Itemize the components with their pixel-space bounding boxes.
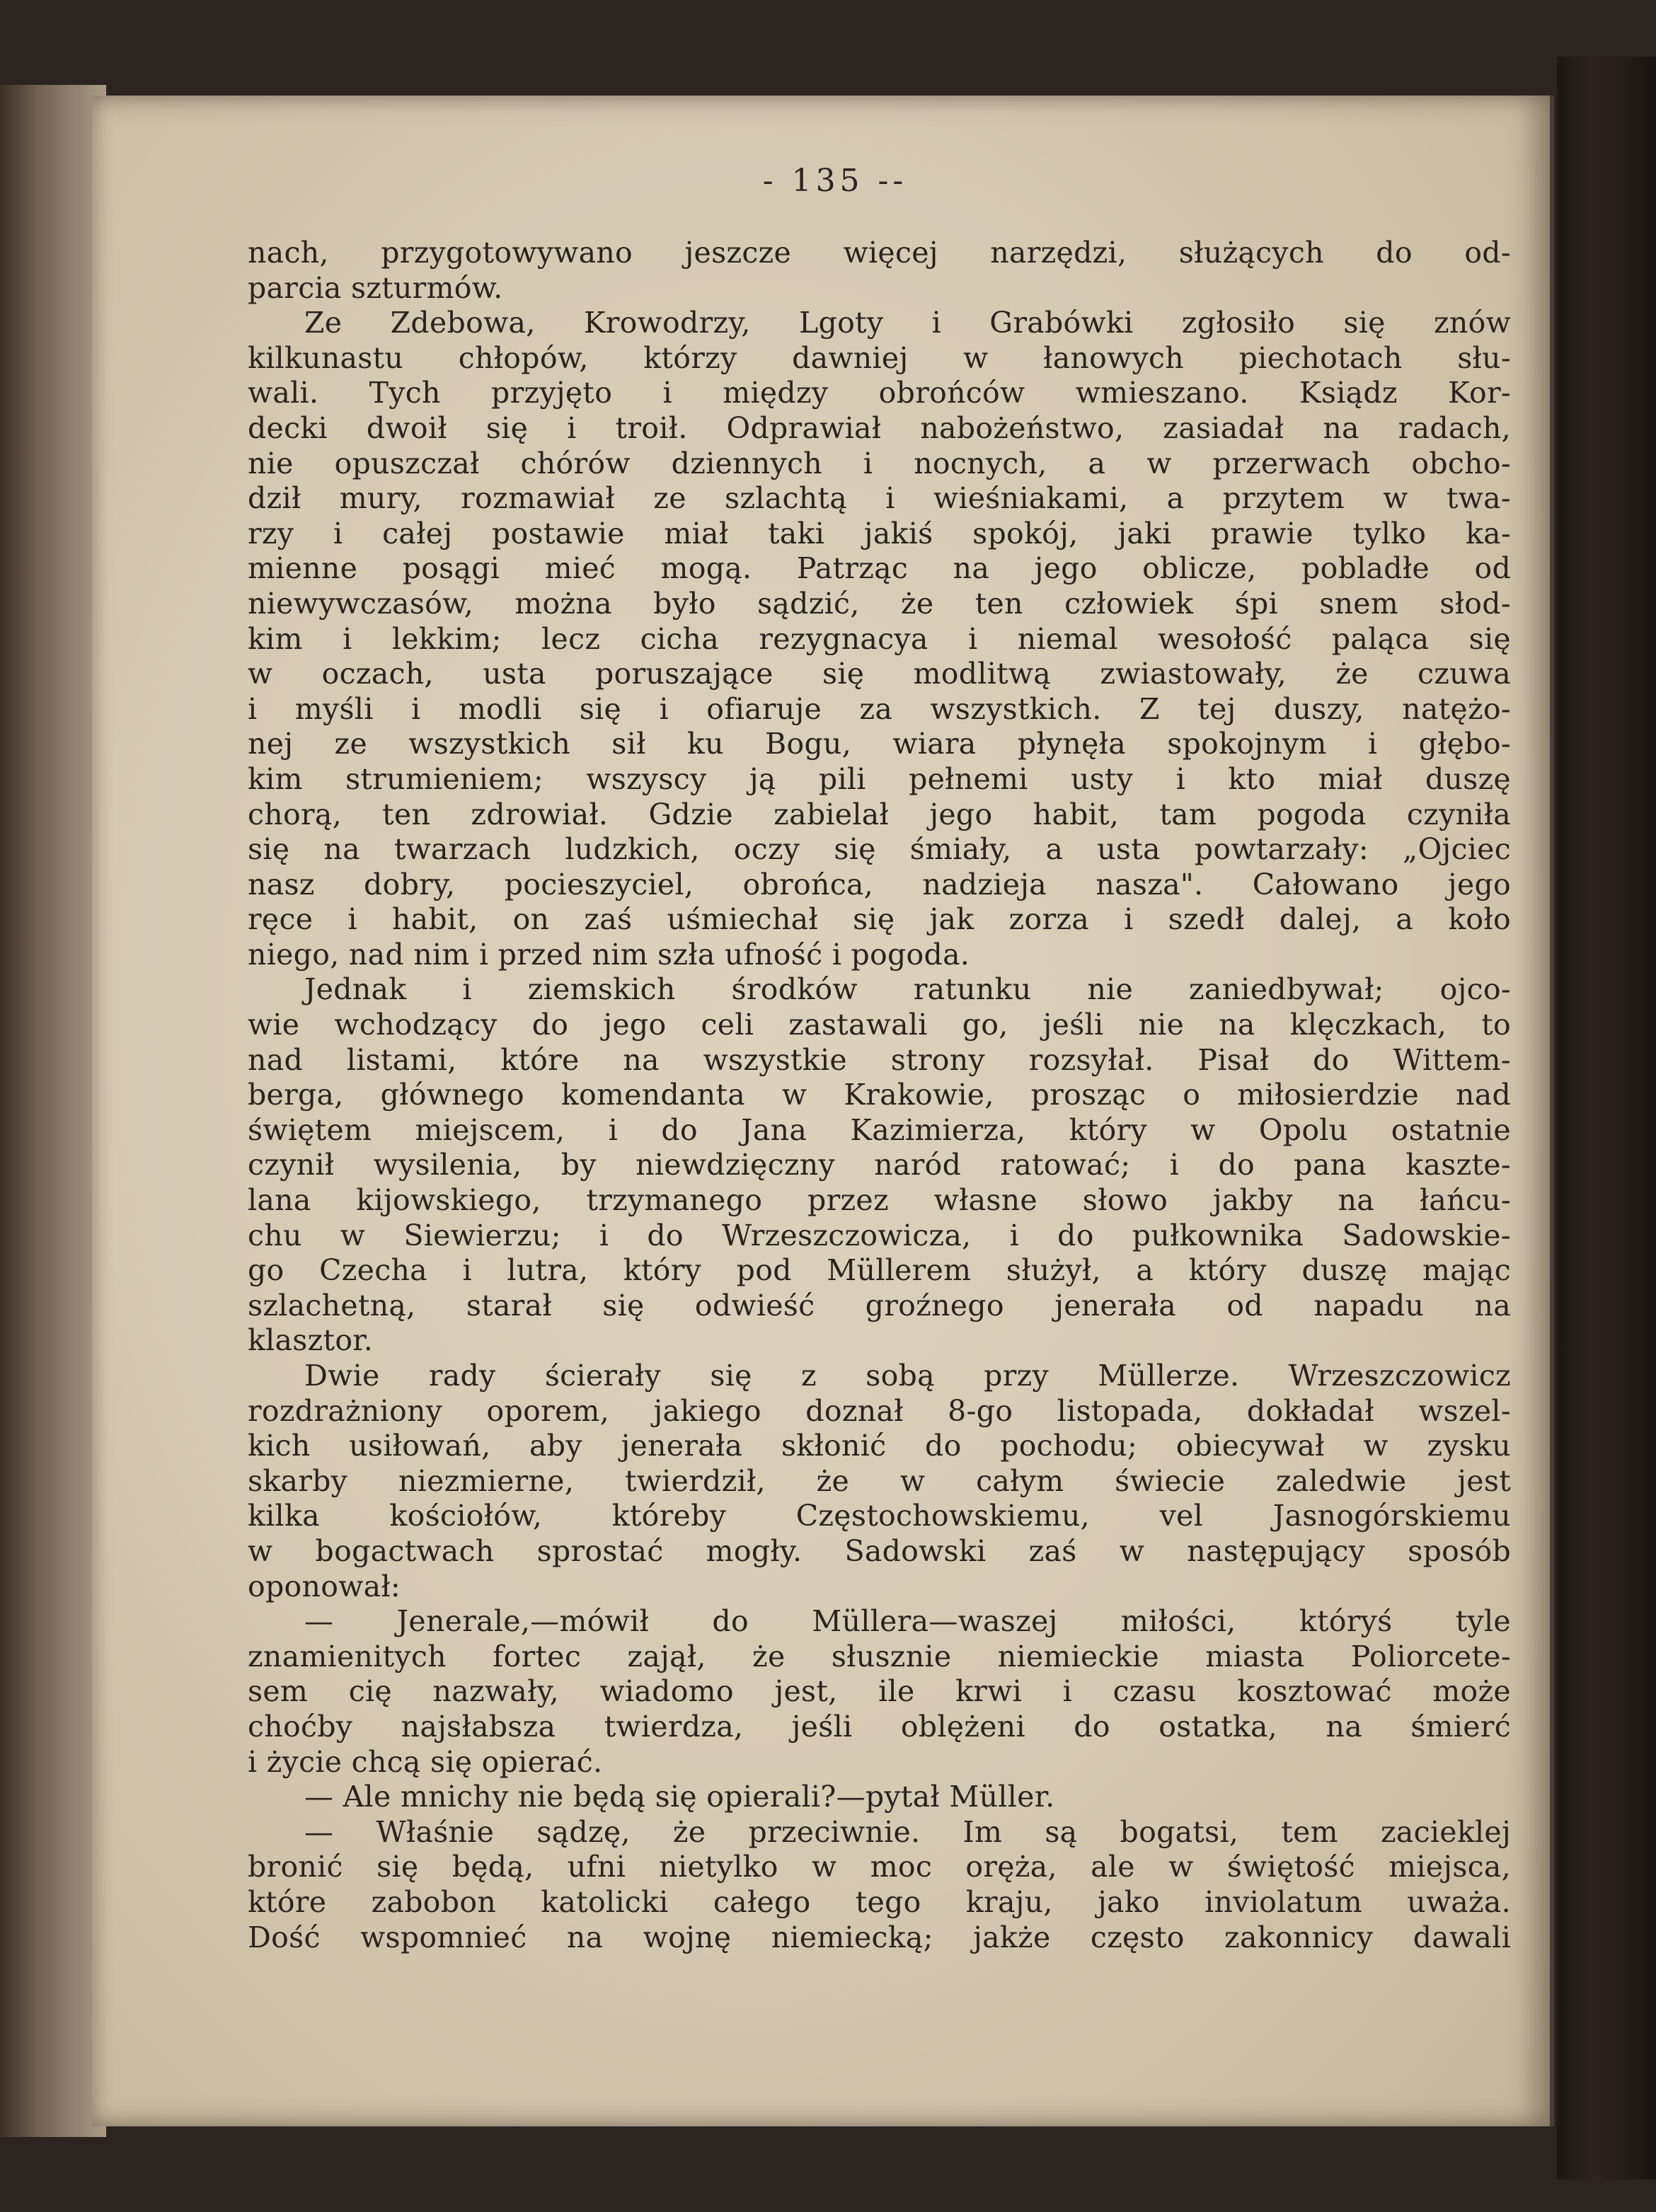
text-line: Dwie rady ścierały się z sobą przy Müllerze. Wrzeszczowicz bbox=[304, 1359, 1511, 1393]
text-line: świętem miejscem, i do Jana Kazimierza, który w Opolu ostatnie bbox=[248, 1112, 1511, 1147]
text-line: kilka kościołów, któreby Częstochowskiemu, vel Jasnogórskiemu bbox=[248, 1499, 1511, 1533]
text-line: Ze Zdebowa, Krowodrzy, Lgoty i Grabówki zgłosiło się znów bbox=[304, 306, 1511, 340]
text-line: lana kijowskiego, trzymanego przez własne słowo jakby na łańcu- bbox=[248, 1183, 1511, 1218]
text-line: się na twarzach ludzkich, oczy się śmiały, a usta powtarzały: „Ojciec bbox=[248, 832, 1511, 867]
text-line: wie wchodzący do jego celi zastawali go, jeśli nie na klęczkach, to bbox=[248, 1008, 1511, 1042]
text-line: niewywczasów, można było sądzić, że ten człowiek śpi snem słod- bbox=[248, 586, 1511, 621]
text-line: kich usiłowań, aby jenerała skłonić do pochodu; obiecywał w zysku bbox=[248, 1429, 1511, 1463]
text-line: chorą, ten zdrowiał. Gdzie zabielał jego habit, tam pogoda czyniła bbox=[248, 797, 1511, 831]
text-line: kim strumieniem; wszyscy ją pili pełnemi usty i kto miał duszę bbox=[248, 761, 1511, 796]
text-line: nach, przygotowywano jeszcze więcej narzędzi, służących do od- bbox=[248, 236, 1511, 270]
text-line: — Ale mnichy nie będą się opierali?—pytał Müller. bbox=[304, 1780, 1055, 1814]
text-line: klasztor. bbox=[248, 1323, 374, 1358]
text-line: które zabobon katolicki całego tego kraju, jako inviolatum uważa. bbox=[248, 1884, 1511, 1919]
text-line: choćby najsłabsza twierdza, jeśli oblężeni do ostatka, na śmierć bbox=[248, 1709, 1511, 1744]
text-line: Dość wspomnieć na wojnę niemiecką; jakże często zakonnicy dawali bbox=[248, 1920, 1511, 1954]
text-line: — Jenerale,—mówił do Müllera—waszej miłości, któryś tyle bbox=[304, 1604, 1511, 1639]
page-text bbox=[248, 236, 1511, 1955]
text-line: w bogactwach sprostać mogły. Sadowski zaś w następujący sposób bbox=[248, 1533, 1511, 1568]
text-line: i życie chcą się opierać. bbox=[248, 1744, 603, 1779]
text-line: parcia szturmów. bbox=[248, 270, 503, 305]
text-line: mienne posągi mieć mogą. Patrząc na jego oblicze, pobladłe od bbox=[248, 551, 1511, 586]
text-line: czynił wysilenia, by niewdzięczny naród ratować; i do pana kaszte- bbox=[248, 1148, 1511, 1182]
text-line: nasz dobry, pocieszyciel, obrońca, nadzieja nasza". Całowano jego bbox=[248, 867, 1511, 901]
book-cover-right bbox=[1557, 57, 1656, 2179]
text-line: bronić się będą, ufni nietylko w moc oręża, ale w świętość miejsca, bbox=[248, 1850, 1511, 1884]
text-line: Jednak i ziemskich środków ratunku nie zaniedbywał; ojco- bbox=[304, 972, 1511, 1007]
text-line: dził mury, rozmawiał ze szlachtą i wieśniakami, a przytem w twa- bbox=[248, 481, 1511, 516]
text-line: rozdrażniony oporem, jakiego doznał 8-go listopada, dokładał wszel- bbox=[248, 1393, 1511, 1428]
text-line: decki dwoił się i troił. Odprawiał nabożeństwo, zasiadał na radach, bbox=[248, 410, 1511, 445]
text-line: nie opuszczał chórów dziennych i nocnych, a w przerwach obcho- bbox=[248, 446, 1511, 480]
text-line: niego, nad nim i przed nim szła ufność i pogoda. bbox=[248, 937, 970, 972]
text-line: rzy i całej postawie miał taki jakiś spokój, jaki prawie tylko ka- bbox=[248, 516, 1511, 551]
text-line: chu w Siewierzu; i do Wrzeszczowicza, i do pułkownika Sadowskie- bbox=[248, 1218, 1511, 1252]
book-page bbox=[92, 96, 1554, 2126]
text-line: wali. Tych przyjęto i między obrońców wmieszano. Ksiądz Kor- bbox=[248, 376, 1511, 410]
text-line: — Właśnie sądzę, że przeciwnie. Im są bogatsi, tem zacieklej bbox=[304, 1814, 1511, 1849]
text-line: ręce i habit, on zaś uśmiechał się jak zorza i szedł dalej, a koło bbox=[248, 902, 1511, 937]
page-number: - 135 -- bbox=[762, 163, 908, 199]
text-line: w oczach, usta poruszające się modlitwą zwiastowały, że czuwa bbox=[248, 657, 1511, 691]
text-line: i myśli i modli się i ofiaruje za wszystkich. Z tej duszy, natężo- bbox=[248, 691, 1511, 726]
text-line: nej ze wszystkich sił ku Bogu, wiara płynęła spokojnym i głębo- bbox=[248, 727, 1511, 761]
text-line: znamienitych fortec zajął, że słusznie niemieckie miasta Poliorcete- bbox=[248, 1639, 1511, 1674]
text-line: kilkunastu chłopów, którzy dawniej w łanowych piechotach słu- bbox=[248, 340, 1511, 375]
text-line: skarby niezmierne, twierdził, że w całym świecie zaledwie jest bbox=[248, 1463, 1511, 1498]
book-cover-left bbox=[0, 85, 106, 2137]
text-line: nad listami, które na wszystkie strony rozsyłał. Pisał do Wittem- bbox=[248, 1042, 1511, 1077]
text-line: kim i lekkim; lecz cicha rezygnacya i niemal wesołość paląca się bbox=[248, 621, 1511, 656]
text-line: oponował: bbox=[248, 1569, 401, 1603]
text-line: sem cię nazwały, wiadomo jest, ile krwi i czasu kosztować może bbox=[248, 1674, 1511, 1709]
text-line: szlachetną, starał się odwieść groźnego jenerała od napadu na bbox=[248, 1288, 1511, 1323]
text-line: berga, głównego komendanta w Krakowie, prosząc o miłosierdzie nad bbox=[248, 1078, 1511, 1112]
text-line: go Czecha i lutra, który pod Müllerem służył, a który duszę mając bbox=[248, 1253, 1511, 1288]
